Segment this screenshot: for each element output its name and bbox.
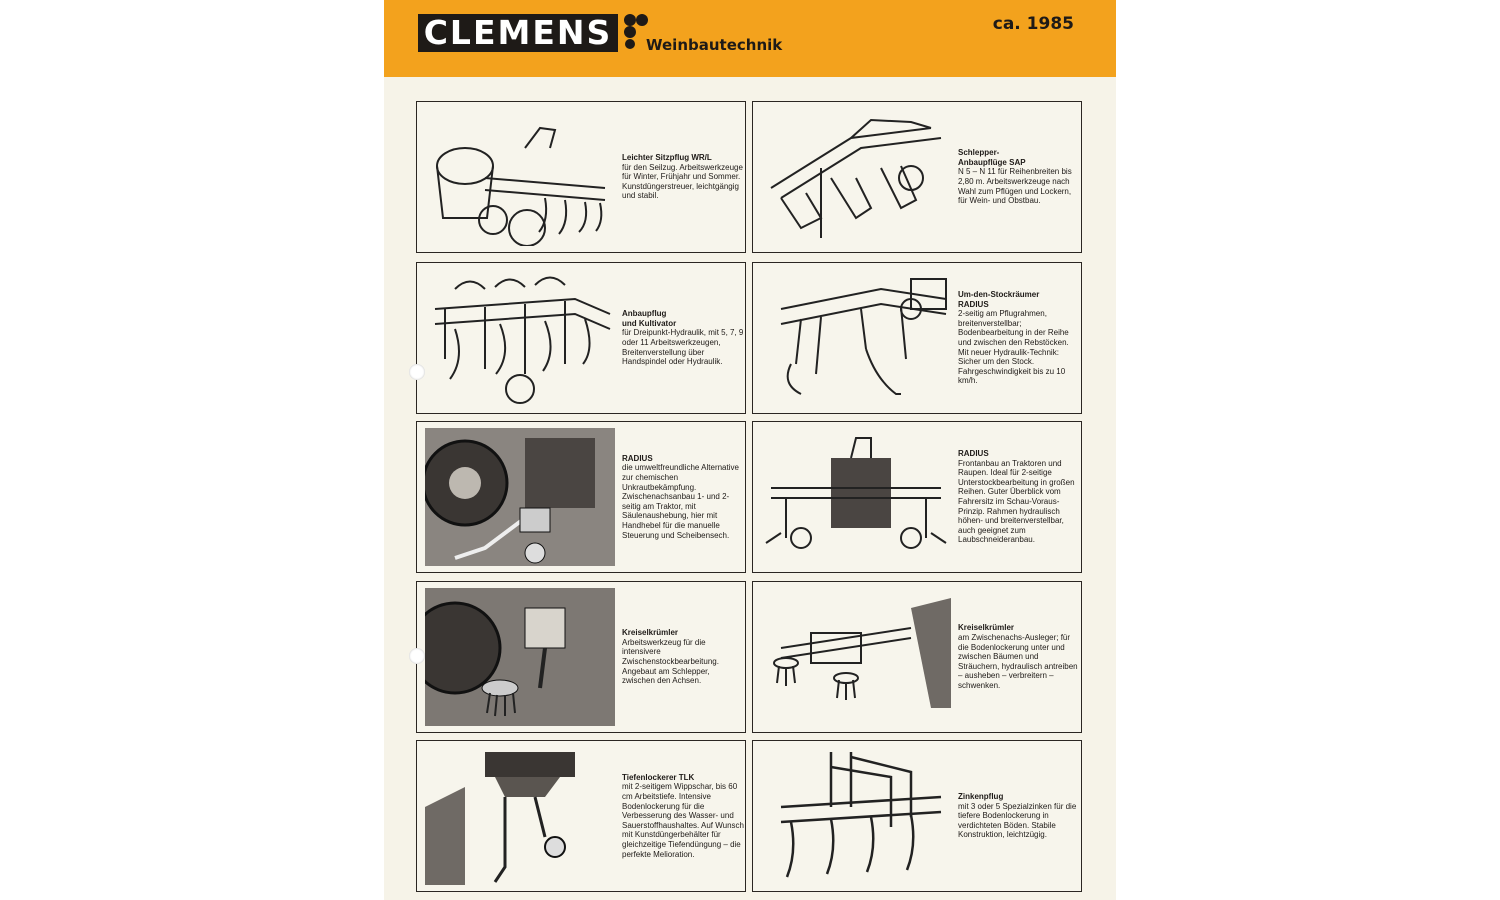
product-description: mit 2-seitigem Wippschar, bis 60 cm Arbeitstiefe. Intensive Bodenlockerung für die Verbesserung des Wasser- und Sauerstoffhaushaltes. Auf Wunsch mit Kunstdüngerbehälter für gleichzeitige Tiefendüngung – die perfekte Melioration.: [622, 782, 745, 859]
punch-hole: [409, 648, 425, 664]
product-panel-stockraeumer-radius: [752, 262, 1082, 414]
product-description: Arbeitswerkzeug für die intensivere Zwischenstockbearbeitung. Angebaut am Schlepper, zwischen den Achsen.: [622, 637, 719, 686]
product-panel-radius-frontanbau: [752, 421, 1082, 573]
product-text: [958, 263, 1080, 413]
kreiselkruemler-schlepper-illustration: [425, 588, 615, 726]
product-title: Zinkenpflug: [958, 792, 1004, 802]
product-description: Frontanbau an Traktoren und Raupen. Ideal für 2-seitige Unterstockbearbeitung in großen Reihen. Guter Überblick vom Fahrersitz im Schau-Voraus-Prinzip. Rahmen hydraulisch höhen- und breitenverstellbar, auch geeignet zum Laubschneideranbau.: [958, 458, 1075, 545]
product-description: 2-seitig am Pflugrahmen, breitenverstellbar; Bodenbearbeitung in der Reihe und zwischen den Rebstöcken. Mit neuer Hydraulik-Technik: Sicher um den Stock. Fahrgeschwindigkeit bis zu 10 km/h.: [958, 309, 1069, 386]
product-panel-sitzpflug: [416, 101, 746, 253]
brand-subtitle: Weinbautechnik: [646, 36, 783, 54]
punch-hole: [409, 364, 425, 380]
product-text: [958, 582, 1080, 732]
header-banner: [384, 0, 1116, 77]
zinkenpflug-illustration: [761, 747, 951, 885]
brochure-page: [384, 0, 1116, 900]
product-description: für den Seilzug. Arbeitswerkzeuge für Winter, Frühjahr und Sommer. Kunstdüngerstreuer, leichtgängig und stabil.: [622, 162, 743, 201]
product-panel-kreiselkruemler-ausleger: [752, 581, 1082, 733]
product-title: RADIUS: [622, 453, 653, 463]
product-title: Kreiselkrümler: [958, 623, 1015, 633]
product-title: Tiefenlockerer TLK: [622, 772, 695, 782]
product-text: [622, 263, 744, 413]
kultivator-illustration: [425, 269, 615, 407]
product-panel-anbaupflug-kultivator: [416, 262, 746, 414]
product-text: [958, 422, 1080, 572]
product-panel-radius-zwischenachs: [416, 421, 746, 573]
product-panel-tiefenlockerer: [416, 740, 746, 892]
product-text: [622, 102, 744, 252]
product-title: Leichter Sitzpflug WR/L: [622, 153, 712, 163]
product-text: [622, 422, 744, 572]
product-title: Schlepper- Anbaupflüge SAP: [958, 148, 1026, 167]
product-title: Anbaupflug und Kultivator: [622, 309, 677, 328]
product-description: für Dreipunkt-Hydraulik, mit 5, 7, 9 oder 11 Arbeitswerkzeugen, Breitenverstellung über Handspindel oder Hydraulik.: [622, 328, 744, 367]
stockraeumer-illustration: [761, 269, 951, 407]
brand-logo: CLEMENS: [418, 14, 618, 52]
product-description: am Zwischenachs-Ausleger; für die Bodenlockerung unter und zwischen Bäumen und Sträuchern, hydraulisch antreiben – ausheben – verbreitern – schwenken.: [958, 633, 1078, 690]
anbaupflug-sap-illustration: [761, 108, 951, 246]
kreiselkruemler-ausleger-illustration: [761, 588, 951, 726]
sitzpflug-illustration: [425, 108, 615, 246]
product-text: [622, 582, 744, 732]
product-text: [958, 102, 1080, 252]
product-panel-anbaupflug-sap: [752, 101, 1082, 253]
product-title: Kreiselkrümler: [622, 628, 679, 638]
product-title: RADIUS: [958, 449, 989, 459]
brochure-date: ca. 1985: [992, 14, 1074, 34]
product-description: die umweltfreundliche Alternative zur chemischen Unkrautbekämpfung. Zwischenachsanbau 1- und 2-seitig am Traktor, mit Säulenaushebung, hier mit Handhebel für die manuelle Steuerung und Scheibensech.: [622, 463, 739, 540]
radius-frontanbau-illustration: [761, 428, 951, 566]
radius-zwischenachs-illustration: [425, 428, 615, 566]
product-text: [622, 741, 744, 891]
product-description: N 5 – N 11 für Reihenbreiten bis 2,80 m. Arbeitswerkzeuge nach Wahl zum Pflügen und Lockern, für Wein- und Obstbau.: [958, 167, 1072, 206]
product-text: [958, 741, 1080, 891]
product-title: Um-den-Stockräumer RADIUS: [958, 290, 1040, 309]
product-panel-kreiselkruemler-schlepper: [416, 581, 746, 733]
tiefenlockerer-illustration: [425, 747, 615, 885]
product-panel-zinkenpflug: [752, 740, 1082, 892]
product-description: mit 3 oder 5 Spezialzinken für die tiefere Bodenlockerung in verdichteten Böden. Stabile Konstruktion, leichtzügig.: [958, 801, 1077, 840]
